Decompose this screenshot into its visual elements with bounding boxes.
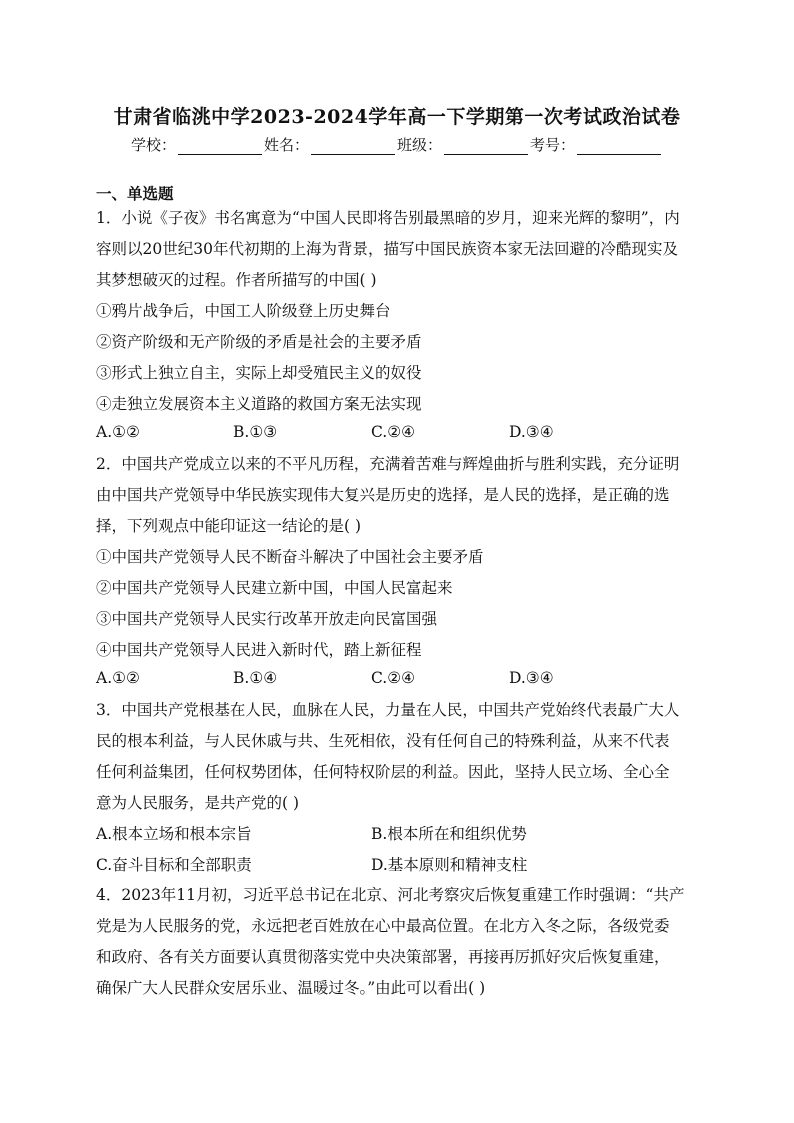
- option-d[interactable]: D.③④: [509, 423, 554, 441]
- school-blank[interactable]: [178, 137, 262, 155]
- question-text-line: 任何利益集团，任何权势团体，任何特权阶层的利益。因此，坚持人民立场、全心全: [96, 763, 670, 781]
- option-d[interactable]: D.基本原则和精神支柱: [371, 856, 528, 874]
- name-blank[interactable]: [311, 137, 395, 155]
- question-text-line: 党是为人民服务的党，永远把老百姓放在心中最高位置。在北方入冬之际，各级党委: [96, 917, 670, 935]
- statement-item: ③形式上独立自主，实际上却受殖民主义的奴役: [96, 364, 422, 382]
- class-label: 班级：: [397, 136, 443, 154]
- question-text-line: 3．中国共产党根基在人民，血脉在人民，力量在人民，中国共产党始终代表最广大人: [96, 701, 680, 719]
- question-text-line: 民的根本利益，与人民休戚与共、生死相依，没有任何自己的特殊利益，从来不代表: [96, 732, 670, 750]
- statement-item: ③中国共产党领导人民实行改革开放走向民富国强: [96, 610, 438, 628]
- question-text-line: 其梦想破灭的过程。作者所描写的中国( ): [96, 271, 377, 289]
- question-text-line: 由中国共产党领导中华民族实现伟大复兴是历史的选择，是人民的选择，是正确的选: [96, 486, 670, 504]
- question-text-line: 择，下列观点中能印证这一结论的是( ): [96, 517, 362, 535]
- number-label: 考号：: [530, 136, 576, 154]
- statement-item: ②资产阶级和无产阶级的矛盾是社会的主要矛盾: [96, 333, 422, 351]
- option-a[interactable]: A.根本立场和根本宗旨: [96, 825, 252, 843]
- question-text-line: 和政府、各有关方面要认真贯彻落实党中央决策部署，再接再厉抓好灾后恢复重建，: [96, 948, 670, 966]
- school-label: 学校：: [130, 136, 176, 154]
- section-heading: 一、单选题: [96, 184, 174, 203]
- question-text-line: 2．中国共产党成立以来的不平凡历程，充满着苦难与辉煌曲折与胜利实践，充分证明: [96, 455, 680, 473]
- student-info-row: [0, 134, 794, 155]
- page-title: 甘肃省临洮中学2023-2024学年高一下学期第一次考试政治试卷: [113, 106, 681, 128]
- option-a[interactable]: A.①②: [96, 423, 140, 441]
- question-text-line: 意为人民服务，是共产党的( ): [96, 794, 300, 812]
- option-d[interactable]: D.③④: [509, 669, 554, 687]
- statement-item: ④走独立发展资本主义道路的救国方案无法实现: [96, 395, 422, 413]
- option-c[interactable]: C.奋斗目标和全部职责: [96, 856, 252, 874]
- name-label: 姓名：: [263, 136, 309, 154]
- statement-item: ①鸦片战争后，中国工人阶级登上历史舞台: [96, 302, 391, 320]
- question-text-line: 确保广大人民群众安居乐业、温暖过冬。”由此可以看出( ): [96, 979, 486, 997]
- question-text-line: 1．小说《子夜》书名寓意为“中国人民即将告别最黑暗的岁月，迎来光辉的黎明”，内: [96, 209, 680, 227]
- option-b[interactable]: B.①③: [233, 423, 278, 441]
- option-b[interactable]: B.根本所在和组织优势: [371, 825, 527, 843]
- option-a[interactable]: A.①②: [96, 669, 140, 687]
- question-text-line: 4．2023年11月初，习近平总书记在北京、河北考察灾后恢复重建工作时强调：“共产: [96, 886, 685, 904]
- question-text-line: 容则以20世纪30年代初期的上海为背景，描写中国民族资本家无法回避的冷酷现实及: [96, 240, 678, 258]
- class-blank[interactable]: [444, 137, 528, 155]
- option-c[interactable]: C.②④: [371, 669, 416, 687]
- statement-item: ②中国共产党领导人民建立新中国，中国人民富起来: [96, 579, 453, 597]
- number-blank[interactable]: [577, 137, 661, 155]
- statement-item: ④中国共产党领导人民进入新时代，踏上新征程: [96, 641, 422, 659]
- option-c[interactable]: C.②④: [371, 423, 416, 441]
- statement-item: ①中国共产党领导人民不断奋斗解决了中国社会主要矛盾: [96, 548, 484, 566]
- option-b[interactable]: B.①④: [233, 669, 278, 687]
